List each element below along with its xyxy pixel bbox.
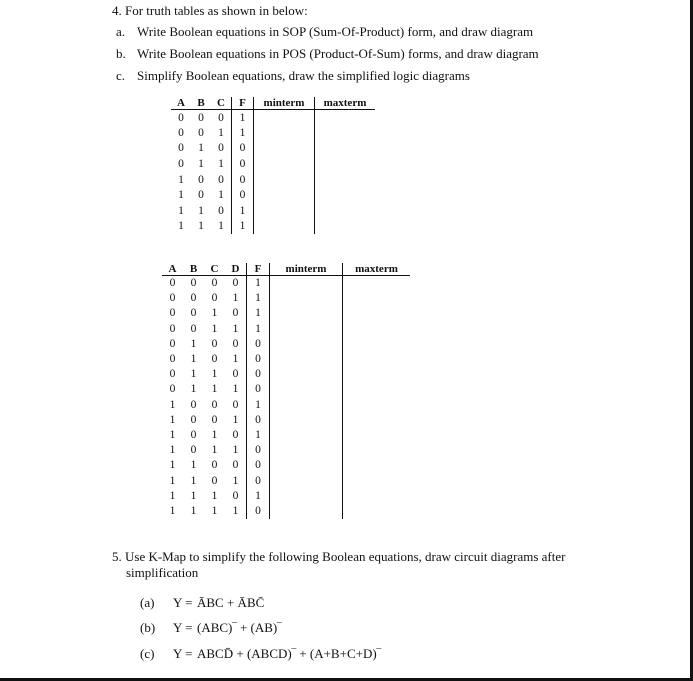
table-cell: 1 <box>247 291 270 306</box>
table-row <box>171 156 375 172</box>
q5-heading-line2: simplification <box>126 565 199 580</box>
table-cell: 1 <box>190 489 197 502</box>
table-cell: 0 <box>190 277 197 290</box>
table-row <box>162 351 410 366</box>
minterm-cell <box>270 382 343 397</box>
maxterm-cell <box>343 321 411 336</box>
maxterm-cell <box>343 412 411 427</box>
table-cell: 0 <box>225 488 247 503</box>
table-cell: 0 <box>169 277 176 290</box>
header-a: A <box>162 263 183 276</box>
minterm-cell <box>270 336 343 351</box>
header-maxterm: maxterm <box>315 97 376 110</box>
table-cell: 0 <box>225 306 247 321</box>
table-cell: 1 <box>232 125 254 141</box>
table-cell: 1 <box>169 398 176 411</box>
table-cell: 0 <box>178 142 184 155</box>
table-cell: 1 <box>169 474 176 487</box>
table-row <box>162 336 410 351</box>
q5-eq-c-lhs: Y = <box>173 646 193 661</box>
table-cell: 0 <box>211 474 218 487</box>
truth-table-3var <box>171 97 375 234</box>
table-cell: 1 <box>211 368 218 381</box>
table-cell: 0 <box>225 276 247 291</box>
table-row <box>162 412 410 427</box>
table-cell: 0 <box>211 172 232 188</box>
table-row <box>171 187 375 203</box>
q5-eq-b: (ABC)‾ + (AB)‾ <box>197 620 282 635</box>
maxterm-cell <box>343 291 411 306</box>
maxterm-cell <box>315 110 376 126</box>
table-cell: 0 <box>169 353 176 366</box>
maxterm-cell <box>315 141 376 157</box>
table-cell: 0 <box>225 367 247 382</box>
minterm-cell <box>270 321 343 336</box>
q5-eq-b-label: (b) <box>140 620 156 635</box>
table-cell: 0 <box>247 367 270 382</box>
table-row <box>171 141 375 157</box>
minterm-cell <box>270 443 343 458</box>
header-c: C <box>211 97 232 110</box>
minterm-cell <box>270 397 343 412</box>
table-row <box>162 306 410 321</box>
table-cell: 0 <box>198 173 204 186</box>
table-cell: 0 <box>190 413 197 426</box>
table-cell: 0 <box>211 277 218 290</box>
table-cell: 0 <box>169 322 176 335</box>
truth-table-4var-header <box>162 263 410 276</box>
table-cell: 0 <box>190 292 197 305</box>
table-row <box>162 488 410 503</box>
maxterm-cell <box>343 397 411 412</box>
maxterm-cell <box>343 351 411 366</box>
table-cell: 0 <box>247 503 270 518</box>
table-cell: 1 <box>247 306 270 321</box>
table-cell: 0 <box>211 337 218 350</box>
minterm-cell <box>254 203 315 219</box>
q4-item-a-text: Write Boolean equations in SOP (Sum-Of-Product) form, and draw diagram <box>137 24 534 39</box>
table-cell: 1 <box>247 427 270 442</box>
table-cell: 1 <box>198 142 204 155</box>
minterm-cell <box>254 125 315 141</box>
table-cell: 1 <box>178 220 184 233</box>
table-cell: 1 <box>190 383 197 396</box>
maxterm-cell <box>343 427 411 442</box>
table-cell: 1 <box>211 489 218 502</box>
header-f: F <box>247 263 270 276</box>
header-b: B <box>183 263 204 276</box>
table-cell: 1 <box>211 322 218 335</box>
maxterm-cell <box>315 156 376 172</box>
table-cell: 0 <box>211 203 232 219</box>
table-cell: 0 <box>247 412 270 427</box>
table-cell: 1 <box>247 276 270 291</box>
minterm-cell <box>270 291 343 306</box>
table-cell: 0 <box>247 336 270 351</box>
truth-table-4var <box>162 263 410 519</box>
header-minterm: minterm <box>254 97 315 110</box>
table-cell: 1 <box>169 489 176 502</box>
table-cell: 0 <box>169 307 176 320</box>
maxterm-cell <box>343 336 411 351</box>
minterm-cell <box>270 473 343 488</box>
q4-item-a-label: a. <box>116 24 126 39</box>
table-cell: 1 <box>225 321 247 336</box>
table-cell: 0 <box>211 398 218 411</box>
table-cell: 1 <box>225 473 247 488</box>
table-cell: 0 <box>198 126 204 139</box>
maxterm-cell <box>343 306 411 321</box>
table-cell: 0 <box>198 189 204 202</box>
table-cell: 1 <box>247 397 270 412</box>
maxterm-cell <box>343 276 411 291</box>
minterm-cell <box>270 351 343 366</box>
table-cell: 1 <box>190 353 197 366</box>
table-cell: 1 <box>198 158 204 171</box>
table-cell: 1 <box>211 187 232 203</box>
q5-eq-a: ĀBC + ĀBC̄ <box>197 595 265 610</box>
minterm-cell <box>254 172 315 188</box>
table-cell: 0 <box>247 351 270 366</box>
table-cell: 1 <box>190 337 197 350</box>
minterm-cell <box>254 156 315 172</box>
table-row <box>162 427 410 442</box>
table-cell: 0 <box>211 459 218 472</box>
table-cell: 1 <box>211 156 232 172</box>
maxterm-cell <box>343 488 411 503</box>
table-row <box>162 382 410 397</box>
table-cell: 1 <box>178 189 184 202</box>
table-cell: 1 <box>169 504 176 517</box>
table-cell: 1 <box>198 220 204 233</box>
maxterm-cell <box>343 382 411 397</box>
table-cell: 0 <box>178 111 184 124</box>
q5-eq-c: ABCD̄ + (ABCD)‾ + (A+B+C+D)‾ <box>197 646 381 661</box>
table-cell: 0 <box>232 187 254 203</box>
table-cell: 0 <box>247 443 270 458</box>
table-cell: 0 <box>190 398 197 411</box>
table-cell: 0 <box>198 111 204 124</box>
minterm-cell <box>254 219 315 235</box>
table-cell: 1 <box>211 219 232 235</box>
q4-heading: 4. For truth tables as shown in below: <box>112 3 308 18</box>
table-cell: 0 <box>225 458 247 473</box>
minterm-cell <box>270 276 343 291</box>
table-cell: 0 <box>169 383 176 396</box>
table-row <box>171 203 375 219</box>
table-cell: 0 <box>211 141 232 157</box>
table-row <box>162 443 410 458</box>
table-cell: 0 <box>225 336 247 351</box>
table-row <box>162 458 410 473</box>
table-cell: 0 <box>232 141 254 157</box>
table-cell: 0 <box>169 292 176 305</box>
table-cell: 0 <box>211 413 218 426</box>
q5-heading-line1: 5. Use K-Map to simplify the following Boolean equations, draw circuit diagrams after <box>112 549 566 564</box>
table-cell: 1 <box>211 383 218 396</box>
minterm-cell <box>270 427 343 442</box>
table-cell: 1 <box>169 413 176 426</box>
header-b: B <box>191 97 211 110</box>
table-cell: 1 <box>232 203 254 219</box>
minterm-cell <box>254 110 315 126</box>
maxterm-cell <box>343 367 411 382</box>
header-d: D <box>225 263 247 276</box>
table-cell: 1 <box>169 459 176 472</box>
table-cell: 0 <box>169 337 176 350</box>
table-cell: 0 <box>211 110 232 126</box>
table-cell: 0 <box>178 158 184 171</box>
table-row <box>162 397 410 412</box>
maxterm-cell <box>343 503 411 518</box>
maxterm-cell <box>343 458 411 473</box>
table-cell: 1 <box>198 204 204 217</box>
table-cell: 1 <box>211 125 232 141</box>
table-cell: 0 <box>232 156 254 172</box>
table-cell: 1 <box>247 488 270 503</box>
table-cell: 0 <box>247 458 270 473</box>
table-cell: 1 <box>190 459 197 472</box>
table-row <box>162 503 410 518</box>
table-cell: 1 <box>247 321 270 336</box>
table-cell: 0 <box>232 172 254 188</box>
q5-eq-b-lhs: Y = <box>173 620 193 635</box>
table-cell: 0 <box>190 322 197 335</box>
table-cell: 0 <box>190 428 197 441</box>
table-cell: 0 <box>211 292 218 305</box>
minterm-cell <box>254 141 315 157</box>
table-cell: 0 <box>247 473 270 488</box>
table-cell: 1 <box>225 291 247 306</box>
table-cell: 1 <box>211 428 218 441</box>
table-row <box>162 291 410 306</box>
maxterm-cell <box>315 203 376 219</box>
table-row <box>162 276 410 291</box>
table-cell: 1 <box>211 504 218 517</box>
table-cell: 1 <box>225 351 247 366</box>
maxterm-cell <box>315 125 376 141</box>
table-cell: 0 <box>169 368 176 381</box>
maxterm-cell <box>315 219 376 235</box>
table-cell: 1 <box>190 504 197 517</box>
table-cell: 0 <box>247 382 270 397</box>
header-maxterm: maxterm <box>343 263 411 276</box>
maxterm-cell <box>343 473 411 488</box>
header-c: C <box>204 263 225 276</box>
minterm-cell <box>270 503 343 518</box>
table-cell: 1 <box>178 204 184 217</box>
maxterm-cell <box>343 443 411 458</box>
table-row <box>171 219 375 235</box>
q4-item-b-text: Write Boolean equations in POS (Product-Of-Sum) forms, and draw diagram <box>137 46 539 61</box>
minterm-cell <box>270 412 343 427</box>
table-cell: 0 <box>225 427 247 442</box>
table-cell: 1 <box>169 428 176 441</box>
table-cell: 1 <box>178 173 184 186</box>
table-cell: 1 <box>211 307 218 320</box>
table-cell: 1 <box>190 474 197 487</box>
q4-item-b-label: b. <box>116 46 126 61</box>
table-row <box>171 125 375 141</box>
minterm-cell <box>270 488 343 503</box>
table-cell: 0 <box>225 397 247 412</box>
table-cell: 1 <box>225 503 247 518</box>
table-cell: 0 <box>178 126 184 139</box>
q4-item-c-text: Simplify Boolean equations, draw the simplified logic diagrams <box>137 68 470 83</box>
table-cell: 1 <box>190 368 197 381</box>
truth-table-3var-header <box>171 97 375 110</box>
table-row <box>171 172 375 188</box>
table-cell: 1 <box>225 412 247 427</box>
minterm-cell <box>270 458 343 473</box>
minterm-cell <box>270 367 343 382</box>
q5-eq-a-lhs: Y = <box>173 595 193 610</box>
maxterm-cell <box>315 172 376 188</box>
table-row <box>162 321 410 336</box>
table-cell: 1 <box>225 382 247 397</box>
table-cell: 1 <box>232 219 254 235</box>
header-minterm: minterm <box>270 263 343 276</box>
table-row <box>162 367 410 382</box>
table-cell: 0 <box>190 307 197 320</box>
table-cell: 1 <box>211 444 218 457</box>
table-cell: 1 <box>225 443 247 458</box>
minterm-cell <box>270 306 343 321</box>
q5-eq-a-label: (a) <box>140 595 155 610</box>
q5-eq-c-label: (c) <box>140 646 155 661</box>
table-row <box>171 110 375 126</box>
maxterm-cell <box>315 187 376 203</box>
table-row <box>162 473 410 488</box>
q4-item-c-label: c. <box>116 68 126 83</box>
table-cell: 0 <box>211 353 218 366</box>
minterm-cell <box>254 187 315 203</box>
header-a: A <box>171 97 191 110</box>
table-cell: 1 <box>169 444 176 457</box>
table-cell: 1 <box>232 110 254 126</box>
header-f: F <box>232 97 254 110</box>
table-cell: 0 <box>190 444 197 457</box>
